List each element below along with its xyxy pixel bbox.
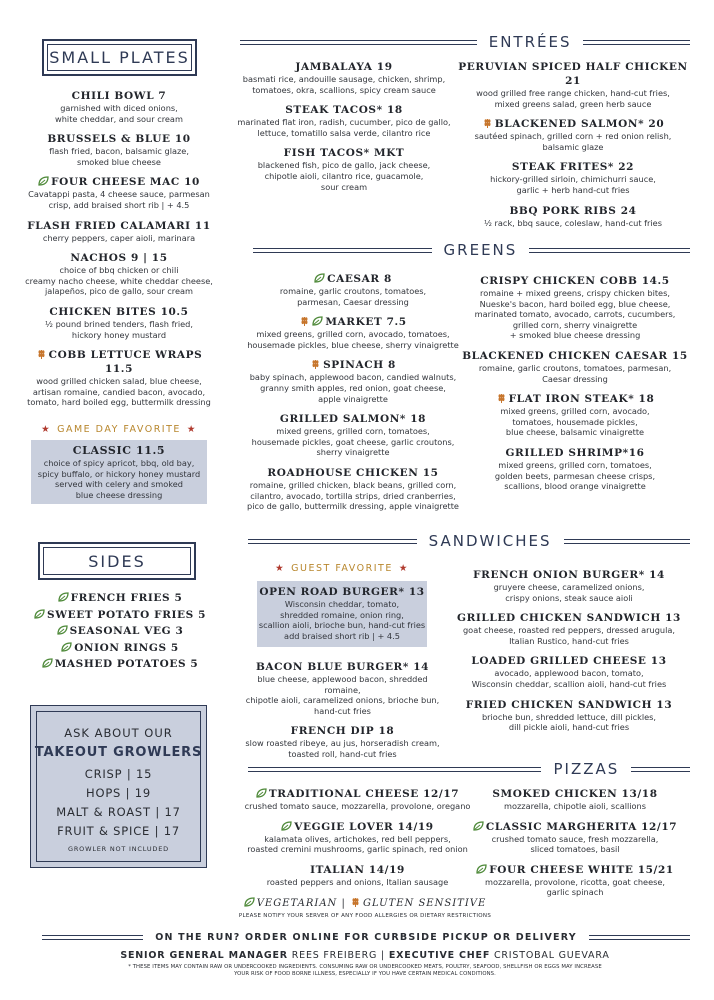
growler-note: GROWLER NOT INCLUDED [68, 845, 169, 853]
menu-item-desc [448, 712, 690, 733]
item-desc-line: romaine, garlic croutons, tomatoes, [279, 286, 427, 296]
item-desc-line: add braised short rib | + 4.5 [284, 630, 400, 641]
menu-item-name: FRENCH DIP 18 [290, 725, 395, 738]
menu-item [240, 863, 475, 888]
menu-item-name: FISH TACOS* MKT [283, 147, 405, 160]
entrees-left-column [232, 60, 456, 200]
menu-item-desc [24, 103, 214, 124]
menu-item [232, 103, 456, 138]
featured-item-name: OPEN ROAD BURGER* 13 [259, 586, 425, 598]
entrees-title: ENTRÉES [488, 33, 572, 51]
menu-item-desc [453, 88, 693, 109]
menu-item [460, 787, 690, 812]
featured-item-desc [257, 599, 427, 641]
growler-item: FRUIT & SPICE | 17 [57, 824, 180, 838]
item-desc-line: sliced tomatoes, basil [530, 844, 620, 855]
item-desc-line: * THESE ITEMS MAY CONTAIN RAW OR UNDERCOOKED INGREDIENTS. CONSUMING RAW OR UNDERCOOKED MEATS, POULTRY, SEAFOOD, SHELLFISH OR EGGS MAY INCREASE [128, 964, 602, 970]
featured-item-name: CLASSIC 11.5 [72, 444, 166, 457]
menu-item [24, 305, 214, 340]
item-desc-line: garlic spinach [546, 887, 604, 898]
item-desc-line: goat cheese, roasted red peppers, dressed arugula, [462, 625, 675, 636]
menu-item-desc [240, 426, 466, 458]
item-desc-line: Caesar dressing [542, 373, 608, 384]
item-desc-line: hickory honey mustard [71, 329, 167, 340]
item-desc-line: scallions, blood orange vinaigrette [504, 481, 646, 492]
pizzas-left-column [240, 787, 475, 895]
item-desc-line: chipotle aioli, cilantro rice, guacamole, [264, 170, 424, 181]
menu-item [453, 117, 693, 152]
item-desc-line: slow roasted ribeye, au jus, horseradish cream, [245, 738, 440, 749]
menu-item [460, 863, 690, 898]
item-desc-line: blue cheese, balsamic vinaigrette [505, 427, 645, 438]
menu-item [240, 358, 466, 404]
menu-item-desc [24, 189, 214, 210]
menu-item-name: MARKET 7.5 [240, 315, 466, 329]
menu-item-name: FOUR CHEESE MAC 10 [24, 175, 214, 189]
item-desc-line: served with celery and smoked [55, 479, 183, 490]
menu-item-desc [460, 460, 690, 492]
item-desc-line: mixed greens, grilled corn, avocado, [500, 406, 650, 417]
item-desc-line: crushed tomato sauce, fresh mozzarella, [491, 833, 659, 844]
menu-item-name: SPINACH 8 [240, 358, 466, 372]
item-desc-line: Nueske's bacon, hard boiled egg, blue cheese, [479, 298, 671, 309]
menu-item [240, 787, 475, 812]
item-desc-line: blue cheese, applewood bacon, shredded romaine, [257, 674, 428, 695]
menu-item-desc [240, 674, 445, 716]
side-item: MASHED POTATOES 5 [30, 656, 210, 673]
item-desc-line: crispy onions, steak sauce aioli [505, 592, 633, 603]
item-desc-line: flash fried, bacon, balsamic glaze, [49, 146, 189, 157]
gluten-wheat-icon [482, 118, 493, 128]
menu-item-desc [240, 801, 475, 812]
menu-item-desc [240, 286, 466, 307]
item-desc-line: pico de gallo, buttermilk dressing, apple vinaigrette [247, 501, 459, 512]
item-desc-line: sautéed spinach, grilled corn + red onion relish, [474, 131, 672, 142]
menu-item-name: CHICKEN BITES 10.5 [49, 305, 189, 318]
vegetarian-leaf-icon [314, 273, 325, 283]
item-desc-line: ½ pound brined tenders, flash fried, [45, 318, 193, 329]
menu-item-name: ROADHOUSE CHICKEN 15 [267, 466, 439, 479]
item-desc-line: avocado, applewood bacon, tomato, [494, 668, 644, 679]
menu-item [460, 274, 690, 341]
item-desc-line: balsamic glaze [542, 141, 604, 152]
menu-item-desc [24, 265, 214, 297]
item-desc-line: golden beets, parmesan cheese crisps, [494, 470, 656, 481]
item-desc-line: garnished with diced onions, [60, 103, 178, 113]
menu-item-desc [453, 131, 693, 152]
item-desc-line: tomatoes, okra, scallions, spicy cream sauce [252, 84, 436, 95]
guest-favorite-label: ★ GUEST FAVORITE ★ [275, 563, 409, 574]
menu-item [453, 60, 693, 109]
menu-item [232, 60, 456, 95]
menu-item-desc [460, 288, 690, 341]
vegetarian-leaf-icon [244, 897, 255, 907]
sandwiches-title: SANDWICHES [428, 532, 552, 550]
star-icon: ★ [41, 424, 52, 435]
item-desc-line: grilled corn, sherry vinaigrette [512, 319, 638, 330]
menu-item [24, 89, 214, 124]
menu-item-name: CLASSIC MARGHERITA 12/17 [460, 820, 690, 834]
menu-item [460, 446, 690, 492]
dietary-legend: VEGETARIAN | GLUTEN SENSITIVE [230, 897, 500, 909]
menu-item-name: TRADITIONAL CHEESE 12/17 [240, 787, 475, 801]
item-desc-line: dill pickle aioli, hand-cut fries [508, 722, 630, 733]
item-desc-line: baby spinach, applewood bacon, candied walnuts, [249, 372, 457, 383]
menu-item-name: PERUVIAN SPICED HALF CHICKEN 21 [458, 61, 688, 87]
greens-title: GREENS [443, 241, 518, 259]
menu-item [460, 392, 690, 438]
menu-item [24, 251, 214, 297]
small-plates-title: SMALL PLATES [49, 48, 190, 67]
menu-item-name: FRENCH ONION BURGER* 14 [473, 569, 665, 581]
menu-item-desc [240, 738, 445, 759]
greens-left-column [240, 272, 466, 520]
menu-item [240, 412, 466, 458]
staff-credits: SENIOR GENERAL MANAGER REES FREIBERG | EXECUTIVE CHEF CRISTOBAL GUEVARA [120, 950, 610, 961]
item-desc-line: roasted peppers and onions, Italian sausage [266, 876, 449, 887]
item-desc-line: gruyere cheese, caramelized onions, [493, 582, 645, 592]
item-desc-line: sherry vinaigrette [316, 447, 390, 458]
sandwiches-header [248, 531, 690, 551]
menu-item [453, 204, 693, 229]
star-icon: ★ [275, 563, 286, 574]
side-item: ONION RINGS 5 [30, 640, 210, 657]
vegetarian-leaf-icon [476, 864, 487, 874]
sides-header [38, 542, 196, 580]
item-desc-line: basmati rice, andouille sausage, chicken, shrimp, [242, 74, 446, 84]
item-desc-line: YOUR RISK OF FOOD BORNE ILLNESS, ESPECIALLY IF YOU HAVE CERTAIN MEDICAL CONDITIONS. [234, 970, 496, 977]
item-desc-line: wood grilled free range chicken, hand-cut fries, [476, 88, 670, 98]
menu-item-desc [240, 480, 466, 512]
sides-list [30, 590, 210, 673]
menu-item-name: CRISPY CHICKEN COBB 14.5 [480, 275, 670, 287]
menu-item [24, 348, 214, 408]
item-desc-line: choice of spicy apricot, bbq, old bay, [43, 458, 195, 468]
item-desc-line: mixed greens, grilled corn, tomatoes, [498, 459, 652, 470]
menu-item [448, 611, 690, 646]
menu-item-name: COBB LETTUCE WRAPS 11.5 [24, 348, 214, 376]
menu-item [460, 820, 690, 855]
item-desc-line: Cavatappi pasta, 4 cheese sauce, parmesan [28, 189, 210, 200]
menu-item [453, 160, 693, 195]
side-item: FRENCH FRIES 5 [30, 590, 210, 607]
vegetarian-leaf-icon [473, 821, 484, 831]
menu-item-desc [240, 834, 475, 855]
menu-item-desc [24, 146, 214, 167]
menu-item-desc [232, 160, 456, 192]
menu-item-desc [448, 582, 690, 603]
item-desc-line: Italian Rustico, hand-cut fries [509, 635, 629, 646]
item-desc-line: romaine, garlic croutons, tomatoes, parmesan, [478, 362, 672, 373]
item-desc-line: romaine, grilled chicken, black beans, grilled corn, [249, 479, 457, 490]
item-desc-line: artisan romaine, candied bacon, avocado, [32, 386, 206, 397]
pizzas-right-column [460, 787, 690, 906]
menu-item-desc [24, 319, 214, 340]
menu-item [24, 132, 214, 167]
menu-item-desc [460, 363, 690, 384]
growler-item: HOPS | 19 [86, 786, 151, 800]
vegetarian-leaf-icon [57, 624, 68, 634]
menu-item-name: CAESAR 8 [240, 272, 466, 286]
order-online-banner [42, 927, 690, 947]
item-desc-line: mozzarella, provolone, ricotta, goat cheese, [484, 876, 666, 887]
menu-item-desc [448, 625, 690, 646]
item-desc-line: granny smith apples, red onion, goat cheese, [260, 382, 446, 393]
menu-item [448, 568, 690, 603]
small-plates-header [42, 39, 197, 76]
item-desc-line: blackened fish, pico de gallo, jack cheese, [257, 160, 431, 171]
menu-item-name: FLASH FRIED CALAMARI 11 [27, 219, 211, 232]
menu-item-desc [240, 877, 475, 888]
pizzas-title: PIZZAS [553, 760, 620, 778]
gm-name: REES FREIBERG [291, 950, 378, 961]
menu-item-name: GRILLED SHRIMP*16 [505, 446, 645, 459]
order-online-text: ON THE RUN? ORDER ONLINE FOR CURBSIDE PICKUP OR DELIVERY [155, 931, 577, 943]
raw-food-disclaimer [60, 964, 670, 977]
entrees-right-column [453, 60, 693, 236]
item-desc-line: garlic + herb hand-cut fries [516, 184, 630, 195]
menu-item-desc [24, 376, 214, 408]
menu-item [448, 698, 690, 733]
menu-item-name: FLAT IRON STEAK* 18 [460, 392, 690, 406]
menu-item-desc [453, 218, 693, 229]
menu-item-name: CHILI BOWL 7 [71, 90, 167, 102]
star-icon: ★ [186, 424, 197, 435]
menu-item-desc [232, 74, 456, 95]
item-desc-line: toasted roll, hand-cut fries [288, 748, 397, 759]
item-desc-line: hickory-grilled sirloin, chimichurri sauce, [490, 174, 656, 185]
menu-item-name: STEAK FRITES* 22 [511, 161, 635, 174]
menu-item-desc [240, 329, 466, 350]
item-desc-line: lettuce, tomatillo salsa verde, cilantro rice [257, 127, 431, 138]
growler-item: MALT & ROAST | 17 [56, 805, 181, 819]
menu-item-name: BRUSSELS & BLUE 10 [47, 133, 191, 146]
gluten-wheat-icon [299, 316, 310, 326]
game-day-featured-label: ★ GAME DAY FAVORITE ★ [41, 424, 197, 435]
menu-item-desc [460, 406, 690, 438]
item-desc-line: crushed tomato sauce, mozzarella, provolone, oregano [244, 801, 471, 811]
item-desc-line: housemade pickles, goat cheese, garlic croutons, [251, 436, 455, 447]
entrees-header [240, 32, 690, 52]
item-desc-line: spicy buffalo, or hickory honey mustard [37, 468, 201, 479]
item-desc-line: tomatoes, housemade pickles, [512, 416, 638, 427]
featured-item-desc [31, 458, 207, 500]
pizzas-header [248, 759, 690, 779]
menu-item-name: GRILLED CHICKEN SANDWICH 13 [457, 612, 681, 625]
item-desc-line: cilantro, avocado, tortilla strips, dried cranberries, [250, 490, 456, 501]
vegetarian-leaf-icon [281, 821, 292, 831]
game-day-featured-box [31, 440, 207, 504]
item-desc-line: marinated tomato, avocado, carrots, cucumbers, [474, 309, 676, 320]
item-desc-line: brioche bun, shredded lettuce, dill pickles, [481, 711, 657, 722]
menu-item [240, 660, 445, 716]
menu-item-name: BACON BLUE BURGER* 14 [255, 661, 430, 673]
item-desc-line: wood grilled chicken salad, blue cheese, [36, 376, 202, 387]
item-desc-line: choice of bbq chicken or chili [59, 265, 179, 276]
menu-item [240, 272, 466, 307]
menu-item-name: VEGGIE LOVER 14/19 [240, 820, 475, 834]
gluten-wheat-icon [496, 393, 507, 403]
gm-label: SENIOR GENERAL MANAGER [120, 950, 288, 961]
item-desc-line: cherry peppers, caper aioli, marinara [42, 232, 196, 243]
menu-item-name: BBQ PORK RIBS 24 [509, 204, 637, 217]
growler-box [30, 705, 207, 868]
item-desc-line: tomato, hard boiled egg, buttermilk dressing [27, 397, 211, 408]
menu-item-desc [453, 174, 693, 195]
vegetarian-leaf-icon [58, 591, 69, 601]
item-desc-line: chipotle aioli, caramelized onions, brioche bun, [245, 695, 440, 706]
growler-title: TAKEOUT GROWLERS [34, 745, 203, 760]
item-desc-line: creamy nacho cheese, white cheddar cheese, [25, 275, 213, 286]
item-desc-line: ½ rack, bbq sauce, coleslaw, hand-cut fries [484, 217, 662, 228]
item-desc-line: + smoked blue cheese dressing [509, 330, 641, 341]
item-desc-line: scallion aioli, brioche bun, hand-cut fries [258, 620, 426, 631]
item-desc-line: apple vinaigrette [318, 393, 388, 404]
item-desc-line: jalapeños, pico de gallo, sour cream [44, 286, 194, 297]
menu-item [240, 315, 466, 350]
menu-item-desc [460, 801, 690, 812]
item-desc-line: romaine + mixed greens, crispy chicken bites, [480, 288, 670, 298]
menu-item-name: NACHOS 9 | 15 [70, 252, 168, 265]
vegetarian-leaf-icon [312, 316, 323, 326]
menu-item-desc [460, 834, 690, 855]
sides-title: SIDES [88, 551, 146, 571]
menu-item [448, 654, 690, 689]
menu-item [232, 146, 456, 192]
growler-intro: ASK ABOUT OUR [64, 726, 173, 740]
item-desc-line: crisp, add braised short rib | + 4.5 [48, 199, 190, 210]
vegetarian-leaf-icon [256, 788, 267, 798]
item-desc-line: housemade pickles, blue cheese, sherry vinaigrette [247, 339, 459, 350]
star-icon: ★ [398, 563, 409, 574]
item-desc-line: kalamata olives, artichokes, red bell peppers, [264, 833, 451, 844]
item-desc-line: roasted cremini mushrooms, garlic spinach, red onion [247, 844, 468, 855]
vegetarian-leaf-icon [61, 641, 72, 651]
menu-item-desc [448, 668, 690, 689]
allergy-note: PLEASE NOTIFY YOUR SERVER OF ANY FOOD ALLERGIES OR DIETARY RESTRICTIONS [238, 913, 492, 919]
menu-item [240, 820, 475, 855]
menu-item-name: ITALIAN 14/19 [310, 863, 405, 876]
menu-item-name: SMOKED CHICKEN 13/18 [492, 788, 658, 800]
menu-item-desc [24, 233, 214, 244]
gluten-wheat-icon [350, 897, 361, 907]
menu-item [240, 466, 466, 512]
item-desc-line: mixed greens, grilled corn, tomatoes, [276, 426, 430, 437]
menu-item-desc [232, 117, 456, 138]
item-desc-line: mozzarella, chipotle aioli, scallions [503, 801, 647, 811]
menu-item-name: STEAK TACOS* 18 [285, 104, 403, 117]
sandwiches-left-column [240, 660, 445, 768]
menu-item-desc [240, 372, 466, 404]
side-item: SWEET POTATO FRIES 5 [30, 607, 210, 624]
sandwiches-right-column [448, 568, 690, 741]
side-item: SEASONAL VEG 3 [30, 623, 210, 640]
menu-item-name: BLACKENED SALMON* 20 [453, 117, 693, 131]
item-desc-line: blue cheese dressing [75, 489, 163, 500]
growler-item: CRISP | 15 [84, 767, 153, 781]
item-desc-line: Wisconsin cheddar, tomato, [284, 599, 400, 609]
menu-item [24, 219, 214, 244]
item-desc-line: smoked blue cheese [77, 156, 161, 167]
growler-list [31, 765, 206, 841]
gluten-wheat-icon [310, 359, 321, 369]
vegetarian-leaf-icon [38, 176, 49, 186]
gluten-wheat-icon [36, 349, 47, 359]
small-plates-list [24, 89, 214, 416]
greens-right-column [460, 274, 690, 500]
menu-item-name: FOUR CHEESE WHITE 15/21 [460, 863, 690, 877]
menu-item [240, 724, 445, 759]
menu-item-name: FRIED CHICKEN SANDWICH 13 [465, 698, 673, 711]
chef-label: EXECUTIVE CHEF [388, 950, 491, 961]
menu-item [24, 175, 214, 210]
menu-item-name: LOADED GRILLED CHEESE 13 [471, 655, 667, 668]
menu-item [460, 349, 690, 384]
item-desc-line: parmesan, Caesar dressing [297, 296, 409, 307]
greens-header [253, 240, 690, 260]
item-desc-line: shredded romaine, onion ring, [280, 609, 404, 620]
guest-favorite-box [257, 581, 427, 647]
item-desc-line: white cheddar, and sour cream [55, 113, 183, 124]
item-desc-line: mixed greens salad, green herb sauce [494, 98, 652, 109]
menu-item-name: BLACKENED CHICKEN CAESAR 15 [462, 349, 688, 362]
menu-item-desc [460, 877, 690, 898]
chef-name: CRISTOBAL GUEVARA [493, 950, 610, 961]
item-desc-line: sour cream [320, 181, 368, 192]
vegetarian-leaf-icon [34, 608, 45, 618]
menu-item-name: GRILLED SALMON* 18 [279, 413, 427, 426]
item-desc-line: Wisconsin cheddar, scallion aioli, hand-cut fries [471, 678, 667, 689]
item-desc-line: hand-cut fries [314, 705, 371, 716]
item-desc-line: mixed greens, grilled corn, avocado, tomatoes, [256, 329, 450, 340]
item-desc-line: marinated flat iron, radish, cucumber, pico de gallo, [237, 117, 451, 128]
menu-item-name: JAMBALAYA 19 [295, 61, 393, 73]
vegetarian-leaf-icon [42, 657, 53, 667]
